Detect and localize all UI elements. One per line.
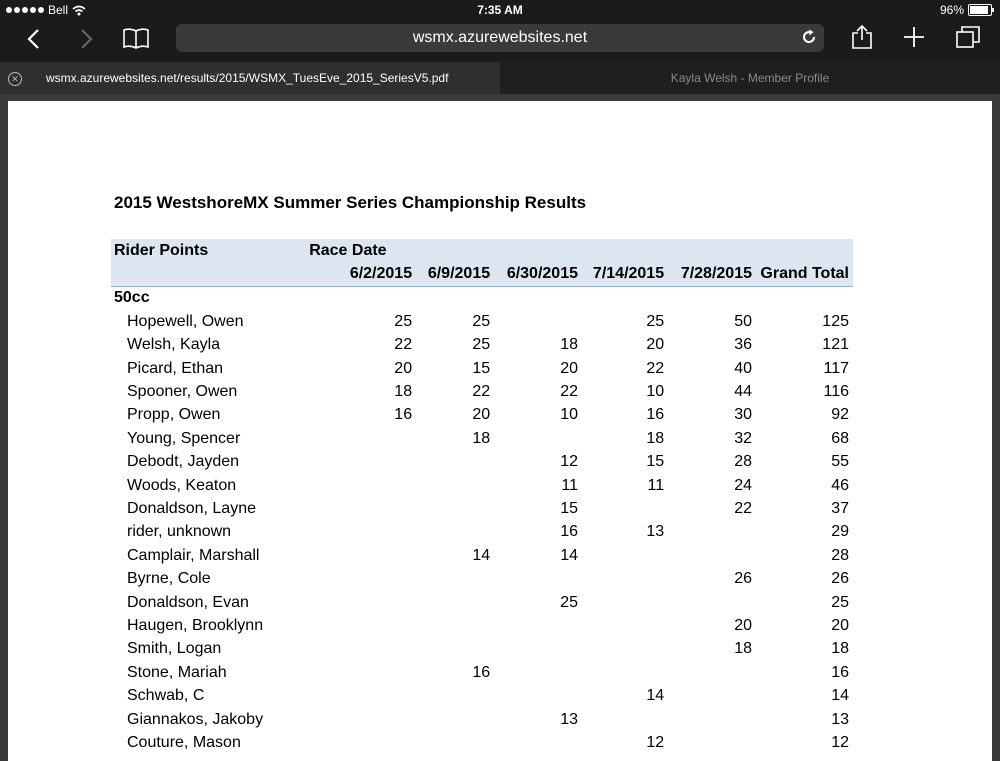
points-cell bbox=[664, 521, 752, 544]
date-header: 7/28/2015 bbox=[664, 262, 752, 286]
rider-name: rider, unknown bbox=[127, 523, 232, 541]
tab-title: Kayla Welsh - Member Profile bbox=[670, 71, 830, 85]
grand-total-cell: 117 bbox=[823, 359, 849, 377]
table-row bbox=[111, 451, 853, 474]
table-row bbox=[111, 544, 853, 567]
points-cell bbox=[309, 544, 412, 567]
points-cell bbox=[578, 614, 664, 637]
points-cell: 15 bbox=[646, 453, 665, 471]
rider-name: Haugen, Brooklynn bbox=[127, 616, 264, 634]
rider-name: Propp, Owen bbox=[127, 406, 221, 424]
points-cell: 11 bbox=[561, 476, 578, 494]
points-cell: 10 bbox=[646, 383, 665, 401]
points-cell bbox=[578, 497, 664, 520]
reload-icon[interactable] bbox=[800, 28, 818, 46]
date-header: 6/2/2015 bbox=[309, 262, 412, 286]
grand-total-cell: 16 bbox=[831, 663, 849, 681]
rider-name: Spooner, Owen bbox=[127, 383, 238, 401]
points-cell: 22 bbox=[394, 336, 413, 354]
close-tab-icon[interactable]: ✕ bbox=[8, 72, 22, 86]
date-header: 6/9/2015 bbox=[412, 262, 490, 286]
points-cell bbox=[490, 310, 578, 333]
table-row bbox=[111, 708, 853, 731]
points-cell bbox=[578, 661, 664, 684]
table-row bbox=[111, 334, 853, 357]
grand-total-cell: 14 bbox=[831, 687, 849, 705]
grand-total-cell: 92 bbox=[831, 406, 849, 424]
rider-name: Debodt, Jayden bbox=[127, 453, 240, 471]
table-row bbox=[111, 404, 853, 427]
points-cell bbox=[309, 731, 412, 754]
points-cell: 25 bbox=[394, 312, 413, 330]
back-icon[interactable] bbox=[26, 28, 42, 50]
points-cell: 20 bbox=[560, 359, 578, 377]
points-cell bbox=[578, 591, 664, 614]
status-bar bbox=[0, 0, 1000, 20]
points-cell bbox=[309, 451, 412, 474]
address-bar-url: wsmx.azurewebsites.net bbox=[412, 29, 588, 46]
points-cell: 32 bbox=[734, 429, 752, 447]
battery-percent: 96% bbox=[939, 3, 964, 17]
date-header: 7/14/2015 bbox=[578, 262, 664, 286]
points-cell: 16 bbox=[472, 663, 491, 681]
class-label: 50cc bbox=[114, 289, 150, 307]
points-cell: 25 bbox=[560, 593, 578, 611]
grand-total-cell: 25 bbox=[831, 593, 849, 611]
points-cell bbox=[412, 731, 490, 754]
rider-points-header: Rider Points bbox=[111, 239, 309, 262]
points-cell: 36 bbox=[734, 336, 752, 354]
points-cell: 25 bbox=[646, 312, 665, 330]
clock: 7:35 AM bbox=[477, 3, 523, 17]
points-cell bbox=[412, 614, 490, 637]
points-cell bbox=[412, 567, 490, 590]
table-row bbox=[111, 497, 853, 520]
points-cell: 14 bbox=[560, 546, 578, 564]
table-row bbox=[111, 521, 853, 544]
grand-total-cell: 26 bbox=[831, 570, 849, 588]
tabs-overview-icon[interactable] bbox=[955, 25, 981, 49]
points-cell bbox=[309, 474, 412, 497]
points-cell bbox=[412, 451, 490, 474]
table-row bbox=[111, 661, 853, 684]
points-cell bbox=[664, 544, 752, 567]
points-cell bbox=[309, 638, 412, 661]
grand-total-cell: 13 bbox=[831, 710, 849, 728]
points-cell: 20 bbox=[646, 336, 665, 354]
points-cell bbox=[490, 638, 578, 661]
points-cell bbox=[412, 521, 490, 544]
grand-total-cell: 12 bbox=[831, 733, 849, 751]
forward-icon[interactable] bbox=[78, 28, 94, 50]
rider-name: Young, Spencer bbox=[127, 429, 241, 447]
rider-name: Donaldson, Evan bbox=[127, 593, 249, 611]
class-row bbox=[111, 286, 853, 310]
grand-total-cell: 55 bbox=[831, 453, 849, 471]
date-header-row bbox=[111, 262, 853, 286]
rider-name: Camplair, Marshall bbox=[127, 546, 260, 564]
battery-icon bbox=[968, 4, 992, 16]
points-cell bbox=[412, 474, 490, 497]
points-cell: 14 bbox=[646, 687, 665, 705]
points-cell: 11 bbox=[647, 476, 665, 494]
rider-name: Schwab, C bbox=[127, 687, 205, 705]
address-bar[interactable] bbox=[176, 24, 824, 52]
table-row bbox=[111, 380, 853, 403]
table-row bbox=[111, 731, 853, 754]
grand-total-cell: 18 bbox=[831, 640, 849, 658]
points-cell: 16 bbox=[560, 523, 578, 541]
points-cell: 22 bbox=[560, 383, 578, 401]
carrier-name: Bell bbox=[48, 3, 69, 17]
bookmarks-icon[interactable] bbox=[122, 27, 150, 49]
battery-indicator bbox=[940, 3, 992, 17]
points-cell bbox=[490, 661, 578, 684]
points-cell bbox=[412, 684, 490, 707]
rider-name: Welsh, Kayla bbox=[127, 336, 221, 354]
points-cell bbox=[309, 427, 412, 450]
points-cell bbox=[412, 591, 490, 614]
grand-total-header: Grand Total bbox=[752, 262, 853, 286]
points-cell bbox=[664, 684, 752, 707]
results-table bbox=[111, 239, 853, 755]
points-cell: 20 bbox=[472, 406, 491, 424]
rider-name: Stone, Mariah bbox=[127, 663, 227, 681]
points-cell: 10 bbox=[560, 406, 578, 424]
points-cell bbox=[578, 638, 664, 661]
points-cell bbox=[309, 567, 412, 590]
table-row bbox=[111, 427, 853, 450]
points-cell bbox=[309, 661, 412, 684]
points-cell: 18 bbox=[394, 383, 413, 401]
table-header-row bbox=[111, 239, 853, 262]
new-tab-icon[interactable] bbox=[903, 26, 925, 48]
grand-total-cell: 68 bbox=[831, 429, 849, 447]
tab-pdf-results[interactable] bbox=[0, 62, 500, 94]
rider-name: Donaldson, Layne bbox=[127, 499, 256, 517]
points-cell bbox=[309, 684, 412, 707]
grand-total-cell: 20 bbox=[831, 616, 849, 634]
table-row bbox=[111, 474, 853, 497]
points-cell: 16 bbox=[394, 406, 413, 424]
points-cell bbox=[309, 521, 412, 544]
points-cell: 16 bbox=[646, 406, 665, 424]
table-row bbox=[111, 310, 853, 333]
points-cell bbox=[578, 567, 664, 590]
points-cell: 15 bbox=[472, 359, 491, 377]
pdf-page bbox=[8, 101, 992, 761]
points-cell bbox=[578, 708, 664, 731]
points-cell: 13 bbox=[646, 523, 665, 541]
points-cell bbox=[309, 614, 412, 637]
tab-bar bbox=[0, 62, 1000, 94]
points-cell: 12 bbox=[560, 453, 578, 471]
points-cell bbox=[412, 708, 490, 731]
points-cell bbox=[309, 591, 412, 614]
points-cell bbox=[412, 497, 490, 520]
points-cell: 40 bbox=[734, 359, 752, 377]
points-cell bbox=[664, 731, 752, 754]
grand-total-cell: 125 bbox=[822, 312, 849, 330]
points-cell: 22 bbox=[646, 359, 665, 377]
points-cell bbox=[490, 567, 578, 590]
rider-name: Giannakos, Jakoby bbox=[127, 710, 264, 728]
table-row bbox=[111, 357, 853, 380]
rider-name: Hopewell, Owen bbox=[127, 312, 244, 330]
grand-total-cell: 29 bbox=[831, 523, 849, 541]
points-cell: 26 bbox=[734, 570, 752, 588]
date-header: 6/30/2015 bbox=[490, 262, 578, 286]
points-cell: 14 bbox=[472, 546, 491, 564]
rider-name: Couture, Mason bbox=[127, 733, 241, 751]
points-cell: 50 bbox=[734, 312, 752, 330]
points-cell bbox=[490, 427, 578, 450]
table-row bbox=[111, 638, 853, 661]
points-cell: 24 bbox=[734, 476, 752, 494]
points-cell: 22 bbox=[472, 383, 491, 401]
table-row bbox=[111, 567, 853, 590]
points-cell: 12 bbox=[646, 733, 665, 751]
points-cell bbox=[490, 614, 578, 637]
points-cell: 30 bbox=[734, 406, 752, 424]
points-cell: 22 bbox=[734, 499, 752, 517]
tab-member-profile[interactable] bbox=[500, 62, 1000, 94]
browser-toolbar bbox=[0, 20, 1000, 62]
points-cell: 44 bbox=[734, 383, 752, 401]
points-cell: 20 bbox=[394, 359, 413, 377]
grand-total-cell: 37 bbox=[831, 499, 849, 517]
table-row bbox=[111, 591, 853, 614]
grand-total-cell: 46 bbox=[831, 476, 849, 494]
points-cell bbox=[309, 497, 412, 520]
race-date-header: Race Date bbox=[309, 239, 853, 262]
points-cell bbox=[490, 684, 578, 707]
table-row bbox=[111, 684, 853, 707]
points-cell: 25 bbox=[472, 312, 491, 330]
points-cell bbox=[578, 544, 664, 567]
points-cell bbox=[490, 731, 578, 754]
grand-total-cell: 116 bbox=[823, 383, 849, 401]
points-cell: 28 bbox=[734, 453, 752, 471]
rider-name: Picard, Ethan bbox=[127, 359, 224, 377]
points-cell: 13 bbox=[560, 710, 578, 728]
points-cell: 18 bbox=[734, 640, 752, 658]
rider-name: Woods, Keaton bbox=[127, 476, 237, 494]
points-cell bbox=[664, 591, 752, 614]
rider-name: Byrne, Cole bbox=[127, 570, 211, 588]
points-cell bbox=[664, 661, 752, 684]
points-cell bbox=[664, 708, 752, 731]
points-cell bbox=[412, 638, 490, 661]
grand-total-cell: 28 bbox=[831, 546, 849, 564]
points-cell: 18 bbox=[472, 429, 491, 447]
grand-total-cell: 121 bbox=[822, 336, 849, 354]
points-cell: 15 bbox=[560, 499, 578, 517]
tab-title: wsmx.azurewebsites.net/results/2015/WSMX_TuesEve_2015_SeriesV5.pdf bbox=[46, 71, 449, 85]
document-title: 2015 WestshoreMX Summer Series Championship Results bbox=[114, 193, 587, 212]
points-cell: 25 bbox=[472, 336, 491, 354]
points-cell: 18 bbox=[560, 336, 578, 354]
rider-name: Smith, Logan bbox=[127, 640, 222, 658]
points-cell: 20 bbox=[734, 616, 752, 634]
share-icon[interactable] bbox=[851, 24, 873, 50]
points-cell: 18 bbox=[646, 429, 665, 447]
table-row bbox=[111, 614, 853, 637]
points-cell bbox=[309, 708, 412, 731]
